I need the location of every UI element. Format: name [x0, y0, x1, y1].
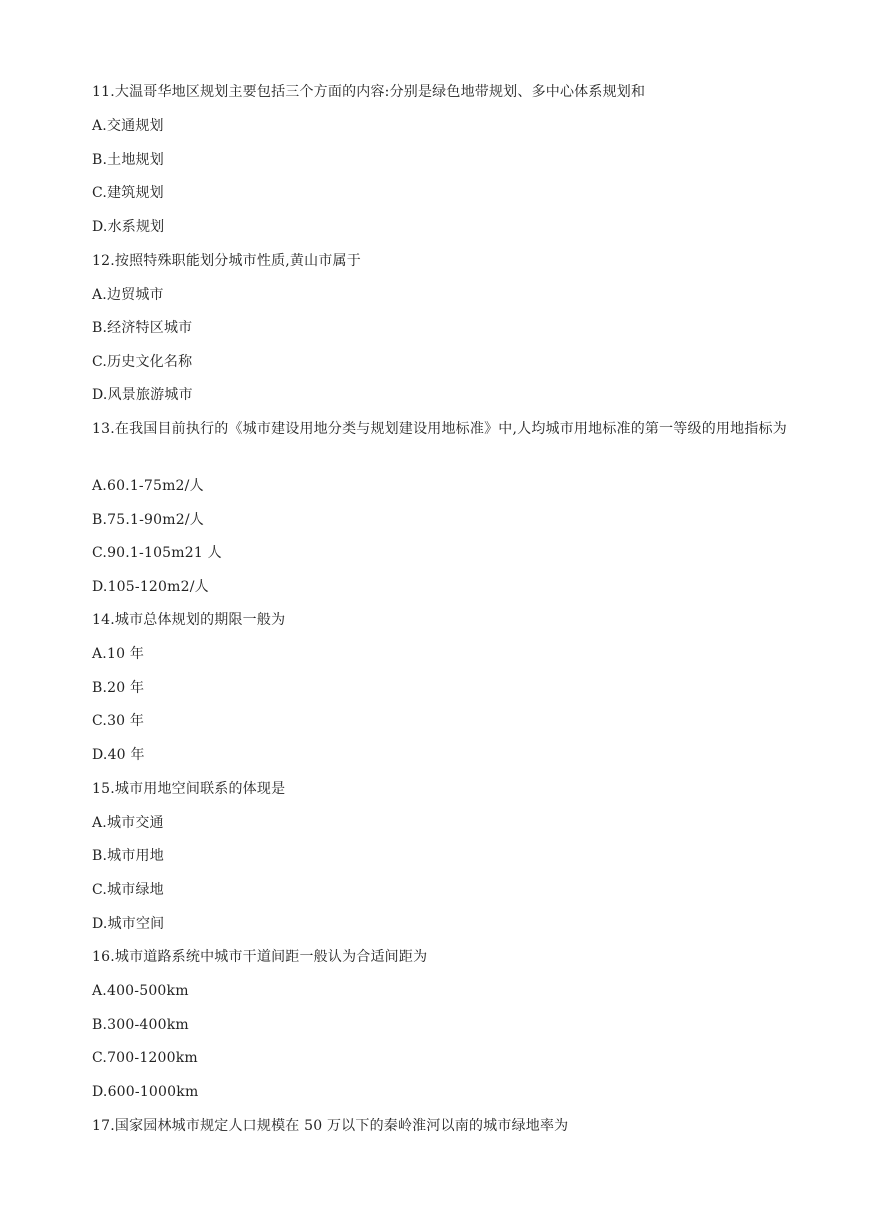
question-12-option-d: D.风景旅游城市	[92, 387, 193, 403]
question-13-option-b: B.75.1-90m2/人	[92, 512, 204, 528]
question-15-option-c: C.城市绿地	[92, 882, 164, 898]
question-12-option-c: C.历史文化名称	[92, 354, 193, 370]
question-13-option-a: A.60.1-75m2/人	[92, 478, 204, 494]
question-11-option-b: B.土地规划	[92, 152, 164, 168]
question-14-option-c: C.30 年	[92, 713, 145, 729]
question-11-option-d: D.水系规划	[92, 219, 165, 235]
question-17-stem: 17.国家园林城市规定人口规模在 50 万以下的秦岭淮河以南的城市绿地率为	[92, 1118, 569, 1134]
question-11-option-c: C.建筑规划	[92, 185, 164, 201]
question-16-stem: 16.城市道路系统中城市干道间距一般认为合适间距为	[92, 949, 428, 965]
question-16-option-c: C.700-1200km	[92, 1050, 198, 1066]
question-14-stem: 14.城市总体规划的期限一般为	[92, 612, 286, 628]
question-15-option-a: A.城市交通	[92, 815, 164, 831]
question-13-option-d: D.105-120m2/人	[92, 579, 209, 595]
question-12-stem: 12.按照特殊职能划分城市性质,黄山市属于	[92, 253, 361, 269]
question-13-option-c: C.90.1-105m21 人	[92, 545, 222, 561]
question-15-stem: 15.城市用地空间联系的体现是	[92, 781, 286, 797]
question-16-option-d: D.600-1000km	[92, 1084, 199, 1100]
question-13-stem: 13.在我国目前执行的《城市建设用地分类与规划建设用地标准》中,人均城市用地标准的第一等级的用地指标为	[92, 421, 787, 437]
question-16-option-a: A.400-500km	[92, 983, 189, 999]
question-14-option-b: B.20 年	[92, 680, 145, 696]
question-11-option-a: A.交通规划	[92, 118, 164, 134]
question-15-option-d: D.城市空间	[92, 916, 165, 932]
question-12-option-b: B.经济特区城市	[92, 320, 193, 336]
question-14-option-a: A.10 年	[92, 646, 145, 662]
question-11-stem: 11.大温哥华地区规划主要包括三个方面的内容:分别是绿色地带规划、多中心体系规划和	[92, 84, 646, 100]
question-14-option-d: D.40 年	[92, 747, 145, 763]
question-16-option-b: B.300-400km	[92, 1017, 189, 1033]
question-12-option-a: A.边贸城市	[92, 287, 164, 303]
question-15-option-b: B.城市用地	[92, 848, 164, 864]
